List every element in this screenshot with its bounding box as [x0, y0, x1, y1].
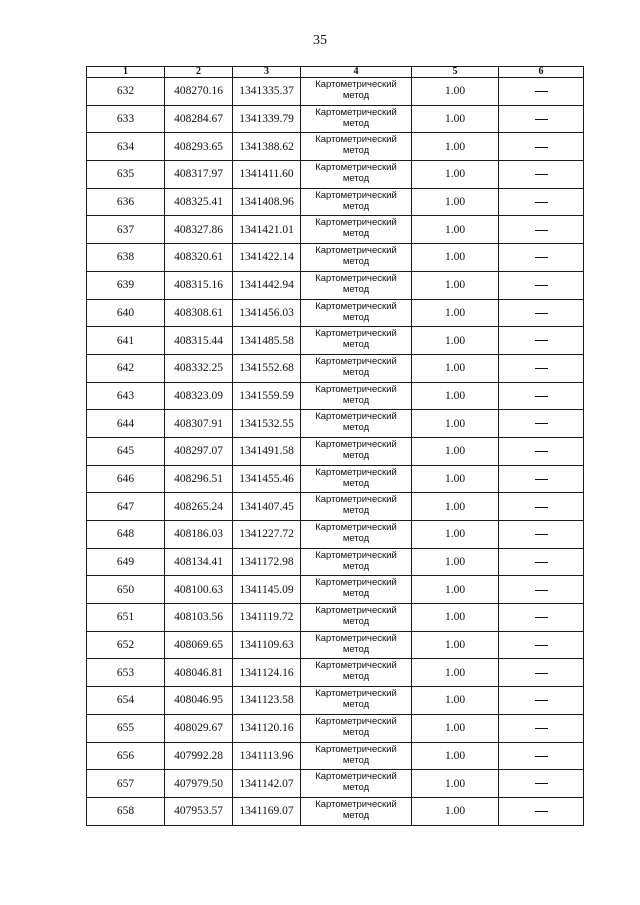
method-line-2: метод [342, 533, 370, 544]
y-coordinate-cell: 1341113.96 [233, 742, 301, 770]
point-number-cell: 650 [87, 576, 165, 604]
description-cell [499, 687, 584, 715]
description-cell [499, 216, 584, 244]
point-number-cell: 632 [87, 78, 165, 106]
description-cell [499, 382, 584, 410]
method-line-1: Картометрический [315, 189, 397, 201]
accuracy-cell: 1.00 [412, 354, 499, 382]
y-coordinate-cell: 1341120.16 [233, 714, 301, 742]
description-cell [499, 742, 584, 770]
method-cell [301, 742, 412, 770]
method-line-1: Картометрический [315, 383, 397, 395]
method-line-2: метод [342, 449, 370, 461]
point-number-cell: 639 [87, 271, 165, 299]
point-number-cell: 647 [87, 493, 165, 521]
x-coordinate-cell: 408103.56 [165, 604, 233, 632]
method-line-2: метод [342, 643, 370, 655]
method-line-1: Картометрический [315, 743, 397, 755]
description-cell [499, 604, 584, 632]
description-cell [499, 714, 584, 742]
method-line-2: метод [342, 117, 370, 129]
accuracy-cell: 1.00 [412, 271, 499, 299]
y-coordinate-cell: 1341124.16 [233, 659, 301, 687]
method-line-2: метод [342, 422, 370, 434]
x-coordinate-cell: 407953.57 [165, 797, 233, 825]
y-coordinate-cell: 1341172.98 [233, 548, 301, 576]
point-number-cell: 640 [87, 299, 165, 327]
method-line-2: метод [342, 809, 370, 821]
accuracy-cell: 1.00 [412, 797, 499, 825]
method-line-1: Картометрический [315, 106, 397, 118]
method-line-1: Картометрический [315, 245, 397, 257]
accuracy-cell: 1.00 [412, 133, 499, 161]
dash-icon [535, 783, 548, 784]
dash-icon [535, 202, 548, 203]
description-cell [499, 105, 584, 133]
method-line-2: метод [342, 394, 370, 406]
method-line-1: Картометрический [315, 660, 397, 672]
dash-icon [535, 534, 548, 535]
method-line-1: Картометрический [315, 300, 397, 312]
method-line-2: метод [342, 505, 370, 517]
method-cell [301, 714, 412, 742]
method-cell [301, 382, 412, 410]
x-coordinate-cell: 408293.65 [165, 133, 233, 161]
y-coordinate-cell: 1341491.58 [233, 437, 301, 465]
x-coordinate-cell: 408100.63 [165, 576, 233, 604]
y-coordinate-cell: 1341169.07 [233, 797, 301, 825]
table-row [87, 631, 584, 659]
accuracy-cell: 1.00 [412, 78, 499, 106]
y-coordinate-cell: 1341339.79 [233, 105, 301, 133]
method-line-1: Картометрический [315, 549, 397, 561]
table-row [87, 465, 584, 493]
method-line-1: Картометрический [315, 411, 397, 423]
dash-icon [535, 673, 548, 674]
method-line-2: метод [342, 726, 370, 738]
point-number-cell: 642 [87, 354, 165, 382]
y-coordinate-cell: 1341411.60 [233, 161, 301, 189]
method-cell [301, 133, 412, 161]
method-line-1: Картометрический [315, 605, 397, 617]
x-coordinate-cell: 408046.95 [165, 687, 233, 715]
method-cell [301, 105, 412, 133]
description-cell [499, 493, 584, 521]
method-line-1: Картометрический [315, 577, 397, 589]
accuracy-cell: 1.00 [412, 382, 499, 410]
method-line-1: Картометрический [315, 438, 397, 450]
point-number-cell: 637 [87, 216, 165, 244]
x-coordinate-cell: 408315.44 [165, 327, 233, 355]
dash-icon [535, 174, 548, 175]
point-number-cell: 655 [87, 714, 165, 742]
y-coordinate-cell: 1341408.96 [233, 188, 301, 216]
dash-icon [535, 313, 548, 314]
table-row [87, 576, 584, 604]
dash-icon [535, 728, 548, 729]
point-number-cell: 644 [87, 410, 165, 438]
accuracy-cell: 1.00 [412, 105, 499, 133]
method-line-1: Картометрический [315, 162, 397, 174]
description-cell [499, 631, 584, 659]
table-row [87, 742, 584, 770]
y-coordinate-cell: 1341407.45 [233, 493, 301, 521]
x-coordinate-cell: 408069.65 [165, 631, 233, 659]
method-cell [301, 576, 412, 604]
method-line-1: Картометрический [315, 355, 397, 367]
method-cell [301, 521, 412, 549]
x-coordinate-cell: 408270.16 [165, 78, 233, 106]
x-coordinate-cell: 408315.16 [165, 271, 233, 299]
dash-icon [535, 811, 548, 812]
method-line-1: Картометрический [315, 715, 397, 727]
dash-icon [535, 756, 548, 757]
method-cell [301, 465, 412, 493]
point-number-cell: 633 [87, 105, 165, 133]
y-coordinate-cell: 1341455.46 [233, 465, 301, 493]
method-line-2: метод [342, 477, 370, 489]
table-header-row [87, 67, 584, 78]
table-row [87, 382, 584, 410]
method-cell [301, 188, 412, 216]
method-line-2: метод [342, 339, 370, 351]
dash-icon [535, 285, 548, 286]
y-coordinate-cell: 1341335.37 [233, 78, 301, 106]
accuracy-cell: 1.00 [412, 576, 499, 604]
y-coordinate-cell: 1341119.72 [233, 604, 301, 632]
method-cell [301, 797, 412, 825]
dash-icon [535, 617, 548, 618]
dash-icon [535, 507, 548, 508]
x-coordinate-cell: 408332.25 [165, 354, 233, 382]
x-coordinate-cell: 408284.67 [165, 105, 233, 133]
table-row [87, 244, 584, 272]
description-cell [499, 521, 584, 549]
table-row [87, 188, 584, 216]
page-number: 35 [313, 33, 327, 48]
x-coordinate-cell: 408297.07 [165, 437, 233, 465]
method-cell [301, 770, 412, 798]
method-cell [301, 327, 412, 355]
accuracy-cell: 1.00 [412, 244, 499, 272]
point-number-cell: 653 [87, 659, 165, 687]
y-coordinate-cell: 1341552.68 [233, 354, 301, 382]
header-col-2: 2 [165, 67, 233, 78]
point-number-cell: 643 [87, 382, 165, 410]
header-col-1: 1 [87, 67, 165, 78]
table-row [87, 604, 584, 632]
method-line-2: метод [342, 200, 370, 212]
method-line-2: метод [342, 311, 370, 323]
accuracy-cell: 1.00 [412, 604, 499, 632]
y-coordinate-cell: 1341422.14 [233, 244, 301, 272]
accuracy-cell: 1.00 [412, 493, 499, 521]
method-line-2: метод [342, 145, 370, 157]
description-cell [499, 161, 584, 189]
x-coordinate-cell: 408265.24 [165, 493, 233, 521]
table-row [87, 216, 584, 244]
method-cell [301, 271, 412, 299]
table-row [87, 493, 584, 521]
dash-icon [535, 700, 548, 701]
method-line-2: метод [342, 366, 370, 378]
method-line-1: Картометрический [315, 798, 397, 810]
description-cell [499, 410, 584, 438]
method-line-2: метод [342, 671, 370, 683]
dash-icon [535, 257, 548, 258]
method-line-1: Картометрический [315, 494, 397, 506]
description-cell [499, 271, 584, 299]
table-row [87, 410, 584, 438]
method-line-1: Картометрический [315, 632, 397, 644]
x-coordinate-cell: 408296.51 [165, 465, 233, 493]
x-coordinate-cell: 407979.50 [165, 770, 233, 798]
x-coordinate-cell: 408134.41 [165, 548, 233, 576]
method-line-2: метод [342, 283, 370, 295]
dash-icon [535, 562, 548, 563]
x-coordinate-cell: 408308.61 [165, 299, 233, 327]
accuracy-cell: 1.00 [412, 687, 499, 715]
x-coordinate-cell: 408317.97 [165, 161, 233, 189]
point-number-cell: 636 [87, 188, 165, 216]
table-row [87, 770, 584, 798]
accuracy-cell: 1.00 [412, 327, 499, 355]
method-line-2: метод [342, 699, 370, 711]
accuracy-cell: 1.00 [412, 299, 499, 327]
point-number-cell: 657 [87, 770, 165, 798]
method-cell [301, 354, 412, 382]
point-number-cell: 651 [87, 604, 165, 632]
table-row [87, 133, 584, 161]
accuracy-cell: 1.00 [412, 410, 499, 438]
x-coordinate-cell: 408325.41 [165, 188, 233, 216]
accuracy-cell: 1.00 [412, 548, 499, 576]
x-coordinate-cell: 408307.91 [165, 410, 233, 438]
method-line-2: метод [342, 256, 370, 268]
description-cell [499, 465, 584, 493]
point-number-cell: 646 [87, 465, 165, 493]
point-number-cell: 656 [87, 742, 165, 770]
description-cell [499, 437, 584, 465]
y-coordinate-cell: 1341109.63 [233, 631, 301, 659]
dash-icon [535, 340, 548, 341]
accuracy-cell: 1.00 [412, 465, 499, 493]
y-coordinate-cell: 1341145.09 [233, 576, 301, 604]
method-cell [301, 244, 412, 272]
y-coordinate-cell: 1341227.72 [233, 521, 301, 549]
point-number-cell: 641 [87, 327, 165, 355]
dash-icon [535, 396, 548, 397]
description-cell [499, 548, 584, 576]
x-coordinate-cell: 408046.81 [165, 659, 233, 687]
description-cell [499, 244, 584, 272]
accuracy-cell: 1.00 [412, 714, 499, 742]
description-cell [499, 770, 584, 798]
method-line-1: Картометрический [315, 272, 397, 284]
accuracy-cell: 1.00 [412, 659, 499, 687]
point-number-cell: 645 [87, 437, 165, 465]
method-cell [301, 687, 412, 715]
method-cell [301, 659, 412, 687]
x-coordinate-cell: 407992.28 [165, 742, 233, 770]
coordinates-table [86, 66, 584, 826]
dash-icon [535, 423, 548, 424]
x-coordinate-cell: 408029.67 [165, 714, 233, 742]
method-cell [301, 631, 412, 659]
table-row [87, 548, 584, 576]
method-line-1: Картометрический [315, 688, 397, 700]
point-number-cell: 649 [87, 548, 165, 576]
y-coordinate-cell: 1341442.94 [233, 271, 301, 299]
table-row [87, 714, 584, 742]
x-coordinate-cell: 408327.86 [165, 216, 233, 244]
x-coordinate-cell: 408186.03 [165, 521, 233, 549]
dash-icon [535, 368, 548, 369]
method-line-1: Картометрический [315, 522, 397, 533]
dash-icon [535, 147, 548, 148]
method-cell [301, 548, 412, 576]
method-line-1: Картометрический [315, 134, 397, 146]
description-cell [499, 188, 584, 216]
y-coordinate-cell: 1341485.58 [233, 327, 301, 355]
method-cell [301, 161, 412, 189]
method-line-2: метод [342, 588, 370, 600]
dash-icon [535, 479, 548, 480]
point-number-cell: 638 [87, 244, 165, 272]
point-number-cell: 654 [87, 687, 165, 715]
method-cell [301, 78, 412, 106]
y-coordinate-cell: 1341123.58 [233, 687, 301, 715]
accuracy-cell: 1.00 [412, 437, 499, 465]
accuracy-cell: 1.00 [412, 742, 499, 770]
y-coordinate-cell: 1341421.01 [233, 216, 301, 244]
table-row [87, 161, 584, 189]
dash-icon [535, 645, 548, 646]
method-line-2: метод [342, 228, 370, 240]
accuracy-cell: 1.00 [412, 631, 499, 659]
x-coordinate-cell: 408323.09 [165, 382, 233, 410]
method-cell [301, 493, 412, 521]
header-col-6: 6 [499, 67, 584, 78]
dash-icon [535, 91, 548, 92]
method-line-1: Картометрический [315, 328, 397, 340]
point-number-cell: 658 [87, 797, 165, 825]
table-row [87, 327, 584, 355]
header-col-4: 4 [301, 67, 412, 78]
dash-icon [535, 119, 548, 120]
table-row [87, 797, 584, 825]
y-coordinate-cell: 1341388.62 [233, 133, 301, 161]
method-line-2: метод [342, 754, 370, 766]
point-number-cell: 634 [87, 133, 165, 161]
description-cell [499, 576, 584, 604]
method-line-1: Картометрический [315, 771, 397, 783]
dash-icon [535, 230, 548, 231]
accuracy-cell: 1.00 [412, 216, 499, 244]
point-number-cell: 635 [87, 161, 165, 189]
description-cell [499, 133, 584, 161]
accuracy-cell: 1.00 [412, 161, 499, 189]
table-body [87, 78, 584, 826]
accuracy-cell: 1.00 [412, 770, 499, 798]
description-cell [499, 354, 584, 382]
table-row [87, 437, 584, 465]
accuracy-cell: 1.00 [412, 521, 499, 549]
method-cell [301, 410, 412, 438]
y-coordinate-cell: 1341142.07 [233, 770, 301, 798]
table-row [87, 78, 584, 106]
point-number-cell: 652 [87, 631, 165, 659]
dash-icon [535, 451, 548, 452]
description-cell [499, 299, 584, 327]
x-coordinate-cell: 408320.61 [165, 244, 233, 272]
header-col-3: 3 [233, 67, 301, 78]
y-coordinate-cell: 1341559.59 [233, 382, 301, 410]
point-number-cell: 648 [87, 521, 165, 549]
description-cell [499, 659, 584, 687]
method-line-1: Картометрический [315, 79, 397, 90]
table-row [87, 687, 584, 715]
method-cell [301, 437, 412, 465]
table-row [87, 105, 584, 133]
method-cell [301, 299, 412, 327]
table-row [87, 521, 584, 549]
method-cell [301, 604, 412, 632]
method-line-2: метод [342, 90, 370, 101]
method-line-2: метод [342, 616, 370, 628]
method-line-1: Картометрический [315, 466, 397, 478]
table-row [87, 271, 584, 299]
y-coordinate-cell: 1341456.03 [233, 299, 301, 327]
method-line-2: метод [342, 782, 370, 794]
dash-icon [535, 590, 548, 591]
table-row [87, 299, 584, 327]
y-coordinate-cell: 1341532.55 [233, 410, 301, 438]
table-row [87, 354, 584, 382]
description-cell [499, 78, 584, 106]
method-line-1: Картометрический [315, 217, 397, 229]
header-col-5: 5 [412, 67, 499, 78]
table-row [87, 659, 584, 687]
description-cell [499, 797, 584, 825]
method-cell [301, 216, 412, 244]
description-cell [499, 327, 584, 355]
method-line-2: метод [342, 560, 370, 572]
method-line-2: метод [342, 173, 370, 185]
accuracy-cell: 1.00 [412, 188, 499, 216]
